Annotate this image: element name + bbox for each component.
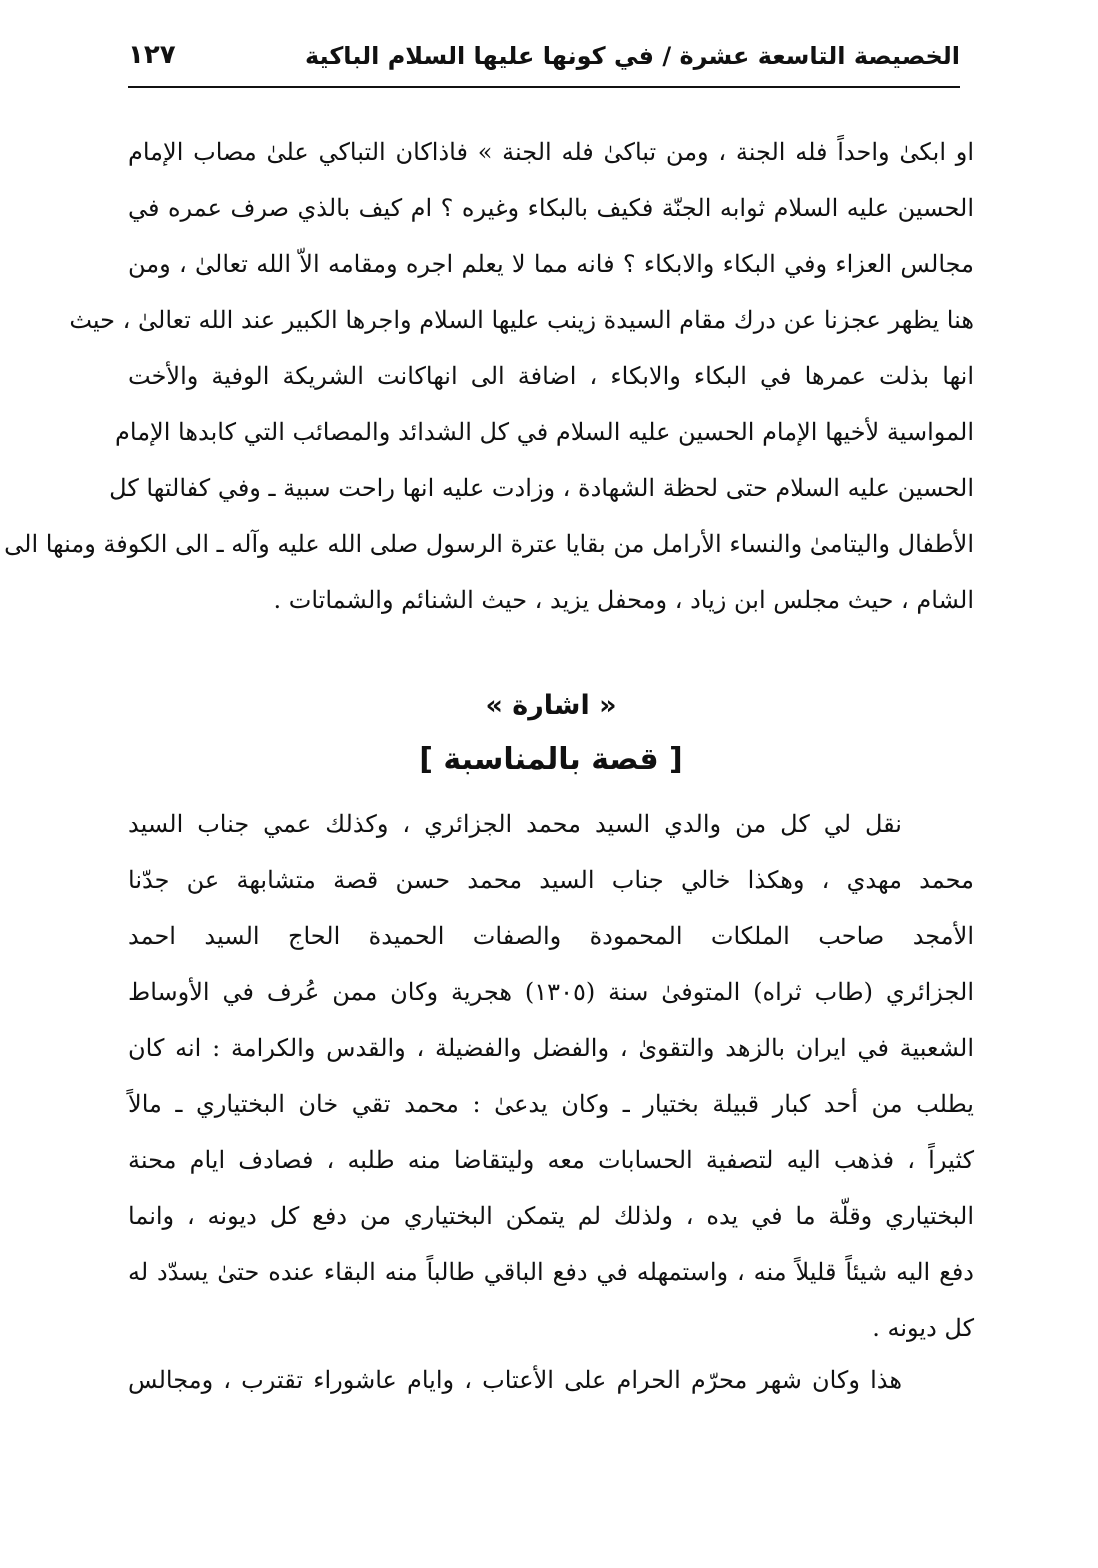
paragraph-opening <box>4 124 974 628</box>
section-heading-ishara: « اشارة » <box>485 690 617 721</box>
header-title: الخصيصة التاسعة عشرة / في كونها عليها السلام الباكية <box>305 42 960 70</box>
text-line: الأمجد صاحب الملكات المحمودة والصفات الحميدة الحاج السيد احمد <box>128 922 974 950</box>
text-line: مجالس العزاء وفي البكاء والابكاء ؟ فانه مما لا يعلم اجره ومقامه الاّ الله تعالىٰ ، ومن <box>128 250 974 278</box>
text-line: هنا يظهر عجزنا عن درك مقام السيدة زينب عليها السلام واجرها الكبير عند الله تعالىٰ ، حيث <box>69 306 974 334</box>
text-line: المواسية لأخيها الإمام الحسين عليه السلام في كل الشدائد والمصائب التي كابدها الإمام <box>115 418 974 446</box>
paragraph-muharram <box>128 1352 974 1408</box>
text-line: كل ديونه . <box>872 1314 974 1342</box>
text-line: كثيراً ، فذهب اليه لتصفية الحسابات معه وليتقاضا منه طلبه ، فصادف ايام محنة <box>128 1146 974 1174</box>
text-line: الأطفال واليتامىٰ والنساء الأرامل من بقايا عترة الرسول صلى الله عليه وآله ـ الى الكوفة ومنها الى <box>4 530 974 558</box>
text-line: الحسين عليه السلام حتى لحظة الشهادة ، وزادت عليه انها راحت سبية ـ وفي كفالتها كل <box>109 474 974 502</box>
text-line: يطلب من أحد كبار قبيلة بختيار ـ وكان يدعىٰ : محمد تقي خان البختياري ـ مالاً <box>128 1090 974 1118</box>
text-line: الجزائري (طاب ثراه) المتوفىٰ سنة (١٣٠٥) هجرية وكان ممن عُرف في الأوساط <box>128 978 975 1006</box>
text-line: انها بذلت عمرها في البكاء والابكاء ، اضافة الى انهاكانت الشريكة الوفية والأخت <box>128 362 974 390</box>
text-line: الشام ، حيث مجلس ابن زياد ، ومحفل يزيد ، حيث الشنائم والشماتات . <box>273 586 974 614</box>
text-line: محمد مهدي ، وهكذا خالي جناب السيد محمد حسن قصة متشابهة عن جدّنا <box>128 866 974 894</box>
text-line: البختياري وقلّة ما في يده ، ولذلك لم يتمكن البختياري من دفع كل ديونه ، وانما <box>128 1202 975 1230</box>
text-line: الشعبية في ايران بالزهد والتقوىٰ ، والفضل والفضيلة ، والقدس والكرامة : انه كان <box>128 1034 974 1062</box>
section-heading-qissa: [ قصة بالمناسبة ] <box>419 742 683 777</box>
text-line: هذا وكان شهر محرّم الحرام على الأعتاب ، وايام عاشوراء تقترب ، ومجالس <box>128 1366 902 1394</box>
text-line: دفع اليه شيئاً قليلاً منه ، واستمهله في دفع الباقي طالباً منه البقاء عنده حتىٰ يسدّد له <box>128 1258 974 1286</box>
text-line: نقل لي كل من والدي السيد محمد الجزائري ، وكذلك عمي جناب السيد <box>128 810 902 838</box>
page-number: ١٢٧ <box>128 40 176 70</box>
text-line: او ابكىٰ واحداً فله الجنة ، ومن تباكىٰ فله الجنة » فاذاكان التباكي علىٰ مصاب الإمام <box>128 138 974 166</box>
running-header <box>128 38 960 88</box>
text-line: الحسين عليه السلام ثوابه الجنّة فكيف بالبكاء وغيره ؟ ام كيف بالذي صرف عمره في <box>128 194 974 222</box>
paragraph-story <box>128 796 974 1356</box>
